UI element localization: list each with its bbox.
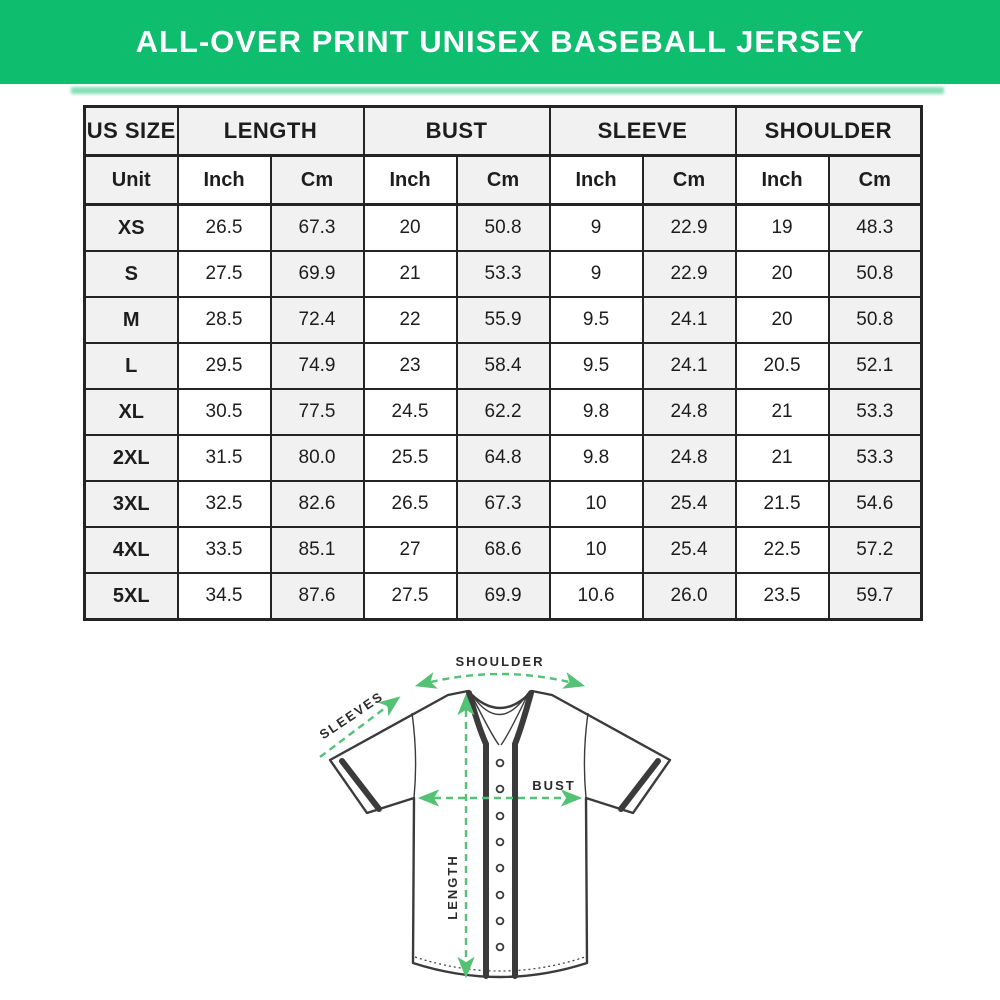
value-cell: 9.5 <box>550 297 643 343</box>
button <box>497 892 504 899</box>
jersey-measurement-diagram <box>280 640 720 1000</box>
button <box>497 786 504 793</box>
size-label: L <box>85 343 178 389</box>
value-cell: 53.3 <box>829 389 922 435</box>
shoulder-label: SHOULDER <box>455 654 545 669</box>
page-title: ALL-OVER PRINT UNISEX BASEBALL JERSEY <box>135 24 865 59</box>
unit-cell: Unit <box>85 156 178 205</box>
value-cell: 25.4 <box>643 481 736 527</box>
value-cell: 22.5 <box>736 527 829 573</box>
value-cell: 48.3 <box>829 205 922 252</box>
value-cell: 64.8 <box>457 435 550 481</box>
value-cell: 9.8 <box>550 389 643 435</box>
value-cell: 67.3 <box>457 481 550 527</box>
value-cell: 21 <box>736 435 829 481</box>
unit-cell: Cm <box>643 156 736 205</box>
value-cell: 68.6 <box>457 527 550 573</box>
title-banner <box>0 0 1000 84</box>
button <box>497 839 504 846</box>
button <box>497 944 504 951</box>
unit-cell: Inch <box>364 156 457 205</box>
value-cell: 77.5 <box>271 389 364 435</box>
table-row <box>85 481 922 527</box>
value-cell: 9 <box>550 251 643 297</box>
value-cell: 26.5 <box>178 205 271 252</box>
value-cell: 19 <box>736 205 829 252</box>
value-cell: 31.5 <box>178 435 271 481</box>
value-cell: 24.5 <box>364 389 457 435</box>
value-cell: 57.2 <box>829 527 922 573</box>
value-cell: 10.6 <box>550 573 643 620</box>
value-cell: 28.5 <box>178 297 271 343</box>
header-sleeve: SLEEVE <box>550 107 736 156</box>
size-label: XL <box>85 389 178 435</box>
value-cell: 22.9 <box>643 205 736 252</box>
value-cell: 27.5 <box>364 573 457 620</box>
value-cell: 22.9 <box>643 251 736 297</box>
group-header-row <box>85 107 922 156</box>
value-cell: 52.1 <box>829 343 922 389</box>
value-cell: 59.7 <box>829 573 922 620</box>
header-bust: BUST <box>364 107 550 156</box>
value-cell: 20 <box>364 205 457 252</box>
value-cell: 23 <box>364 343 457 389</box>
value-cell: 10 <box>550 481 643 527</box>
size-label: S <box>85 251 178 297</box>
table-row <box>85 527 922 573</box>
table-row <box>85 435 922 481</box>
table-row <box>85 389 922 435</box>
size-label: 3XL <box>85 481 178 527</box>
value-cell: 24.8 <box>643 389 736 435</box>
unit-cell: Cm <box>457 156 550 205</box>
value-cell: 27.5 <box>178 251 271 297</box>
value-cell: 24.1 <box>643 297 736 343</box>
size-label: XS <box>85 205 178 252</box>
value-cell: 50.8 <box>829 251 922 297</box>
value-cell: 20 <box>736 251 829 297</box>
value-cell: 26.5 <box>364 481 457 527</box>
unit-cell: Cm <box>271 156 364 205</box>
value-cell: 50.8 <box>829 297 922 343</box>
value-cell: 69.9 <box>457 573 550 620</box>
value-cell: 34.5 <box>178 573 271 620</box>
value-cell: 69.9 <box>271 251 364 297</box>
length-label: LENGTH <box>445 854 460 920</box>
table-row <box>85 343 922 389</box>
unit-header-row <box>85 156 922 205</box>
value-cell: 82.6 <box>271 481 364 527</box>
value-cell: 23.5 <box>736 573 829 620</box>
shoulder-arrow <box>419 674 581 685</box>
value-cell: 22 <box>364 297 457 343</box>
value-cell: 62.2 <box>457 389 550 435</box>
button <box>497 760 504 767</box>
button <box>497 813 504 820</box>
value-cell: 10 <box>550 527 643 573</box>
size-label: 2XL <box>85 435 178 481</box>
size-rows <box>85 205 922 620</box>
value-cell: 74.9 <box>271 343 364 389</box>
banner-shadow <box>71 87 944 94</box>
table-row <box>85 251 922 297</box>
table-row <box>85 297 922 343</box>
size-label: 5XL <box>85 573 178 620</box>
value-cell: 30.5 <box>178 389 271 435</box>
bust-label: BUST <box>532 778 576 793</box>
value-cell: 20.5 <box>736 343 829 389</box>
value-cell: 33.5 <box>178 527 271 573</box>
value-cell: 80.0 <box>271 435 364 481</box>
value-cell: 25.5 <box>364 435 457 481</box>
header-us-size: US SIZE <box>85 107 178 156</box>
value-cell: 21 <box>364 251 457 297</box>
size-label: M <box>85 297 178 343</box>
value-cell: 9 <box>550 205 643 252</box>
value-cell: 54.6 <box>829 481 922 527</box>
value-cell: 25.4 <box>643 527 736 573</box>
value-cell: 50.8 <box>457 205 550 252</box>
value-cell: 27 <box>364 527 457 573</box>
value-cell: 58.4 <box>457 343 550 389</box>
size-chart-table <box>83 105 923 621</box>
value-cell: 26.0 <box>643 573 736 620</box>
value-cell: 9.5 <box>550 343 643 389</box>
value-cell: 24.1 <box>643 343 736 389</box>
unit-cell: Inch <box>178 156 271 205</box>
value-cell: 87.6 <box>271 573 364 620</box>
value-cell: 9.8 <box>550 435 643 481</box>
unit-cell: Cm <box>829 156 922 205</box>
value-cell: 72.4 <box>271 297 364 343</box>
value-cell: 67.3 <box>271 205 364 252</box>
value-cell: 85.1 <box>271 527 364 573</box>
size-label: 4XL <box>85 527 178 573</box>
unit-cell: Inch <box>550 156 643 205</box>
value-cell: 21 <box>736 389 829 435</box>
button <box>497 918 504 925</box>
value-cell: 32.5 <box>178 481 271 527</box>
button <box>497 865 504 872</box>
value-cell: 29.5 <box>178 343 271 389</box>
table-row <box>85 573 922 620</box>
header-shoulder: SHOULDER <box>736 107 922 156</box>
value-cell: 24.8 <box>643 435 736 481</box>
jersey-outline <box>330 691 670 977</box>
header-length: LENGTH <box>178 107 364 156</box>
sleeves-label: SLEEVES <box>316 688 387 743</box>
value-cell: 53.3 <box>457 251 550 297</box>
value-cell: 20 <box>736 297 829 343</box>
unit-cell: Inch <box>736 156 829 205</box>
value-cell: 55.9 <box>457 297 550 343</box>
value-cell: 53.3 <box>829 435 922 481</box>
table-row <box>85 205 922 252</box>
value-cell: 21.5 <box>736 481 829 527</box>
